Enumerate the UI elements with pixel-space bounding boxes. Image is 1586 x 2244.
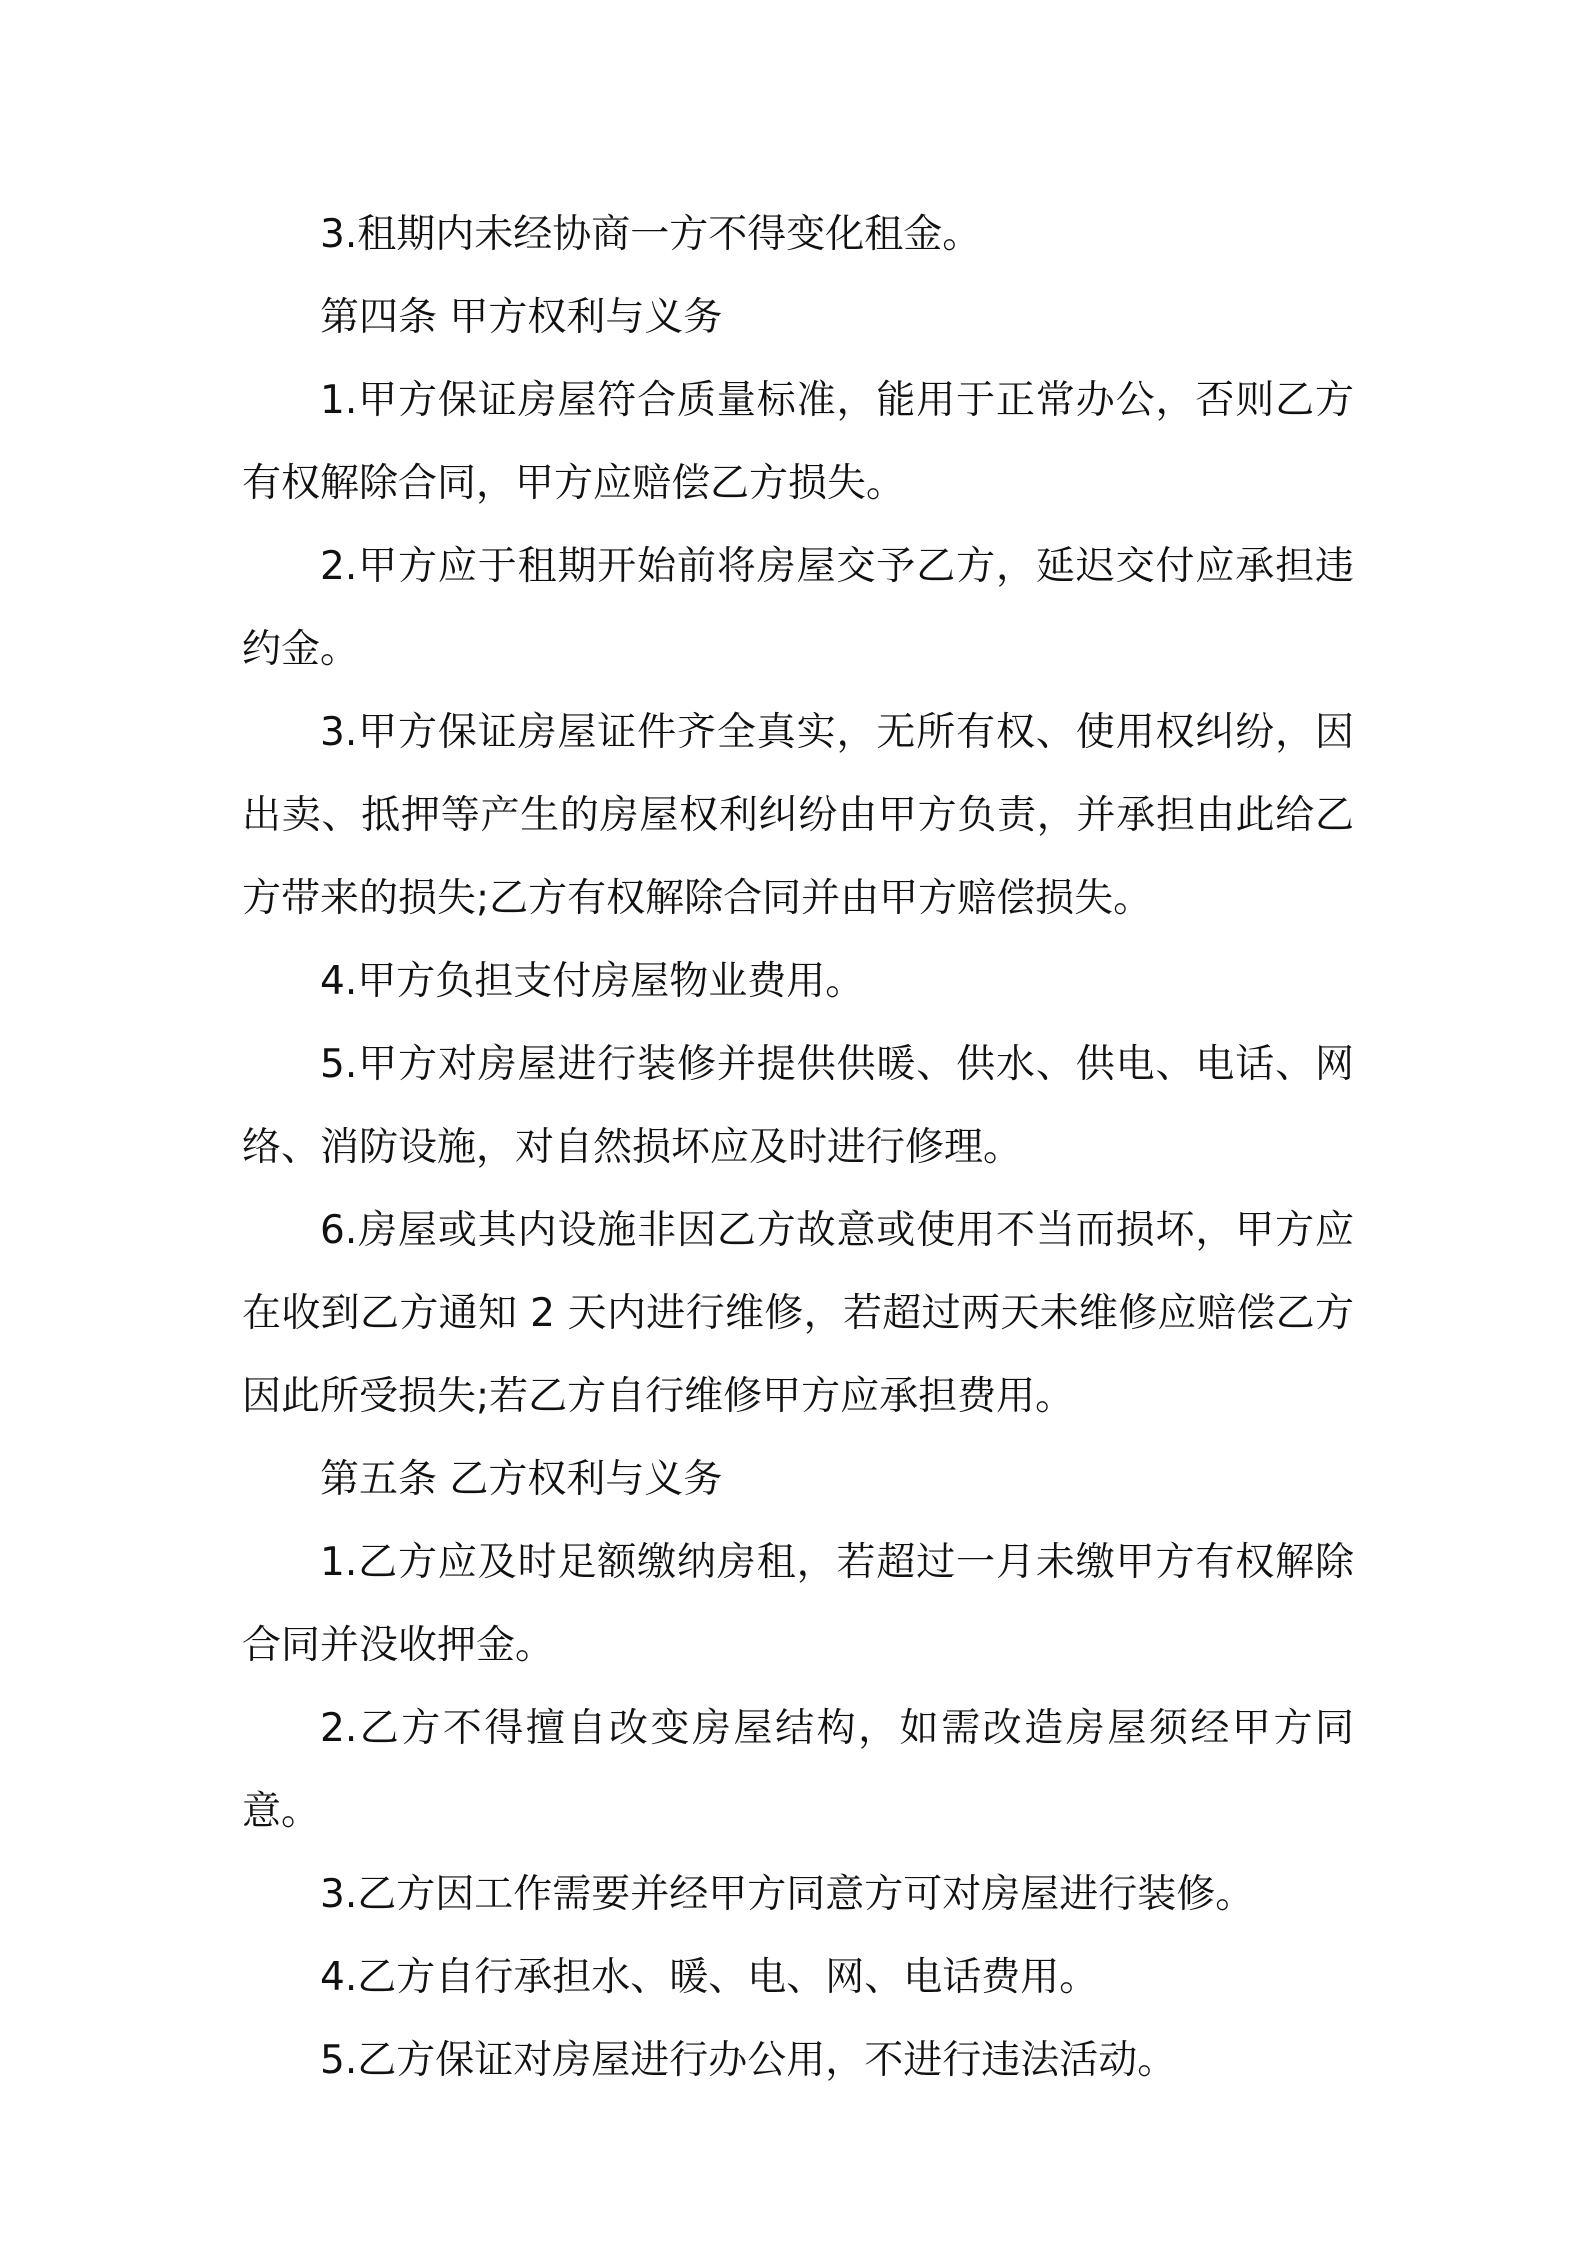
- clause-4-2: 2.甲方应于租期开始前将房屋交予乙方，延迟交付应承担违约金。: [242, 544, 1354, 672]
- clause-5-2: 2.乙方不得擅自改变房屋结构，如需改造房屋须经甲方同意。: [242, 1706, 1354, 1834]
- clause-5-5: 5.乙方保证对房屋进行办公用，不进行违法活动。: [320, 2038, 1177, 2083]
- clause-5-1: 1.乙方应及时足额缴纳房租，若超过一月未缴甲方有权解除合同并没收押金。: [242, 1540, 1354, 1668]
- clause-4-6: 6.房屋或其内设施非因乙方故意或使用不当而损坏，甲方应在收到乙方通知 2 天内进行维修，若超过两天未维修应赔偿乙方因此所受损失;若乙方自行维修甲方应承担费用。: [242, 1208, 1354, 1419]
- clause-rent-change: 3.租期内未经协商一方不得变化租金。: [320, 212, 982, 257]
- clause-5-4: 4.乙方自行承担水、暖、电、网、电话费用。: [320, 1955, 1099, 2000]
- article-4-heading: 第四条 甲方权利与义务: [320, 295, 723, 340]
- article-5-heading: 第五条 乙方权利与义务: [320, 1457, 723, 1502]
- clause-5-3: 3.乙方因工作需要并经甲方同意方可对房屋进行装修。: [320, 1872, 1255, 1917]
- clause-4-3: 3.甲方保证房屋证件齐全真实，无所有权、使用权纠纷，因出卖、抵押等产生的房屋权利纠纷由甲方负责，并承担由此给乙方带来的损失;乙方有权解除合同并由甲方赔偿损失。: [242, 710, 1354, 921]
- clause-4-1: 1.甲方保证房屋符合质量标准，能用于正常办公，否则乙方有权解除合同，甲方应赔偿乙方损失。: [242, 378, 1354, 506]
- document-body: [242, 193, 1354, 2102]
- clause-4-5: 5.甲方对房屋进行装修并提供供暖、供水、供电、电话、网络、消防设施，对自然损坏应及时进行修理。: [242, 1042, 1354, 1170]
- clause-4-4: 4.甲方负担支付房屋物业费用。: [320, 959, 865, 1004]
